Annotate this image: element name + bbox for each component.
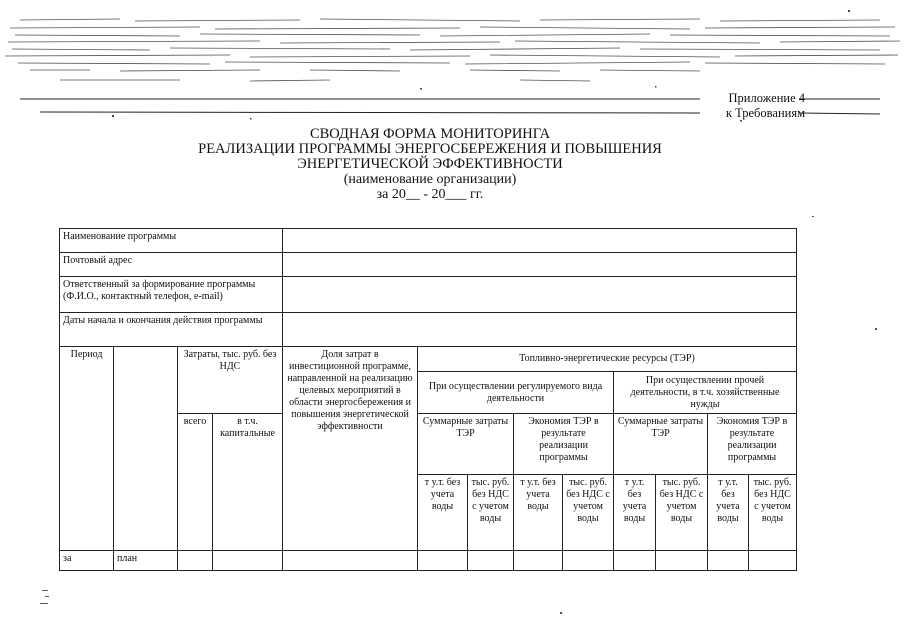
- costs-header: Затраты, тыс. руб. без НДС: [178, 347, 283, 414]
- data-cell[interactable]: [656, 551, 708, 571]
- data-cell[interactable]: [614, 551, 656, 571]
- period-subheader: [114, 347, 178, 551]
- postal-address-field[interactable]: [283, 253, 797, 277]
- data-cell[interactable]: [418, 551, 468, 571]
- info-row-program-name: [60, 229, 797, 253]
- unit-header: тыс. руб. без НДС с учетом воды: [749, 475, 797, 551]
- data-cell[interactable]: [213, 551, 283, 571]
- organization-name-placeholder: (наименование организации): [343, 172, 517, 187]
- unit-header: т у.т. без учета воды: [614, 475, 656, 551]
- table-row: [60, 551, 797, 571]
- info-row-dates: [60, 313, 797, 347]
- ter-header: Топливно-энергетические ресурсы (ТЭР): [418, 347, 797, 372]
- costs-capital-header: в т.ч. капитальные: [213, 414, 283, 551]
- scan-speck: [45, 596, 49, 597]
- row-type-cell: план: [114, 551, 178, 571]
- responsible-person-label: Ответственный за формирование программы (Ф.И.О., контактный телефон, e-mail): [60, 277, 283, 313]
- unit-header: тыс. руб. без НДС с учетом воды: [656, 475, 708, 551]
- unit-header: т у.т. без учета воды: [418, 475, 468, 551]
- regulated-sum-costs-header: Суммарные затраты ТЭР: [418, 414, 514, 475]
- regulated-economy-header: Экономия ТЭР в результате реализации программы: [514, 414, 614, 475]
- scan-speck: [812, 216, 814, 217]
- other-economy-header: Экономия ТЭР в результате реализации программы: [708, 414, 797, 475]
- scan-speck: [875, 328, 877, 330]
- appendix-label: [726, 91, 805, 121]
- title-line-3: ЭНЕРГЕТИЧЕСКОЙ ЭФФЕКТИВНОСТИ: [297, 156, 563, 172]
- scan-speck: [42, 590, 48, 591]
- data-cell[interactable]: [178, 551, 213, 571]
- data-cell[interactable]: [563, 551, 614, 571]
- unit-header: тыс. руб. без НДС с учетом воды: [563, 475, 614, 551]
- header-row-1: [60, 347, 797, 372]
- costs-total-header: всего: [178, 414, 213, 551]
- postal-address-label: Почтовый адрес: [60, 253, 283, 277]
- program-name-field[interactable]: [283, 229, 797, 253]
- title-line-1: СВОДНАЯ ФОРМА МОНИТОРИНГА: [309, 126, 551, 142]
- data-cell[interactable]: [514, 551, 563, 571]
- data-cell[interactable]: [468, 551, 514, 571]
- row-period-cell: за: [60, 551, 114, 571]
- info-row-address: [60, 253, 797, 277]
- scan-speck: [40, 603, 48, 604]
- other-sum-costs-header: Суммарные затраты ТЭР: [614, 414, 708, 475]
- investment-share-header: Доля затрат в инвестиционной программе, направленной на реализацию целевых мероприятий в области энергосбережения и повышения энергетической эффективности: [283, 347, 418, 551]
- data-cell[interactable]: [708, 551, 749, 571]
- form-title: [180, 127, 680, 202]
- other-activity-header: При осуществлении прочей деятельности, в т.ч. хозяйственные нужды: [614, 372, 797, 414]
- info-row-responsible: [60, 277, 797, 313]
- responsible-person-field[interactable]: [283, 277, 797, 313]
- period-header: Период: [60, 347, 114, 551]
- program-name-label: Наименование программы: [60, 229, 283, 253]
- title-line-2: РЕАЛИЗАЦИИ ПРОГРАММЫ ЭНЕРГОСБЕРЕЖЕНИЯ И ПОВЫШЕНИЯ: [198, 141, 662, 157]
- data-cell[interactable]: [749, 551, 797, 571]
- appendix-line-2: к Требованиям: [725, 106, 805, 120]
- scan-speck: [560, 612, 562, 614]
- appendix-line-1: Приложение 4: [728, 91, 805, 105]
- data-cell[interactable]: [283, 551, 418, 571]
- program-dates-label: Даты начала и окончания действия программы: [60, 313, 283, 347]
- reporting-period: за 20__ - 20___ гг.: [376, 187, 484, 202]
- unit-header: тыс. руб. без НДС с учетом воды: [468, 475, 514, 551]
- regulated-activity-header: При осуществлении регулируемого вида деятельности: [418, 372, 614, 414]
- monitoring-table: [59, 228, 797, 571]
- program-dates-field[interactable]: [283, 313, 797, 347]
- unit-header: т у.т. без учета воды: [514, 475, 563, 551]
- unit-header: т у.т. без учета воды: [708, 475, 749, 551]
